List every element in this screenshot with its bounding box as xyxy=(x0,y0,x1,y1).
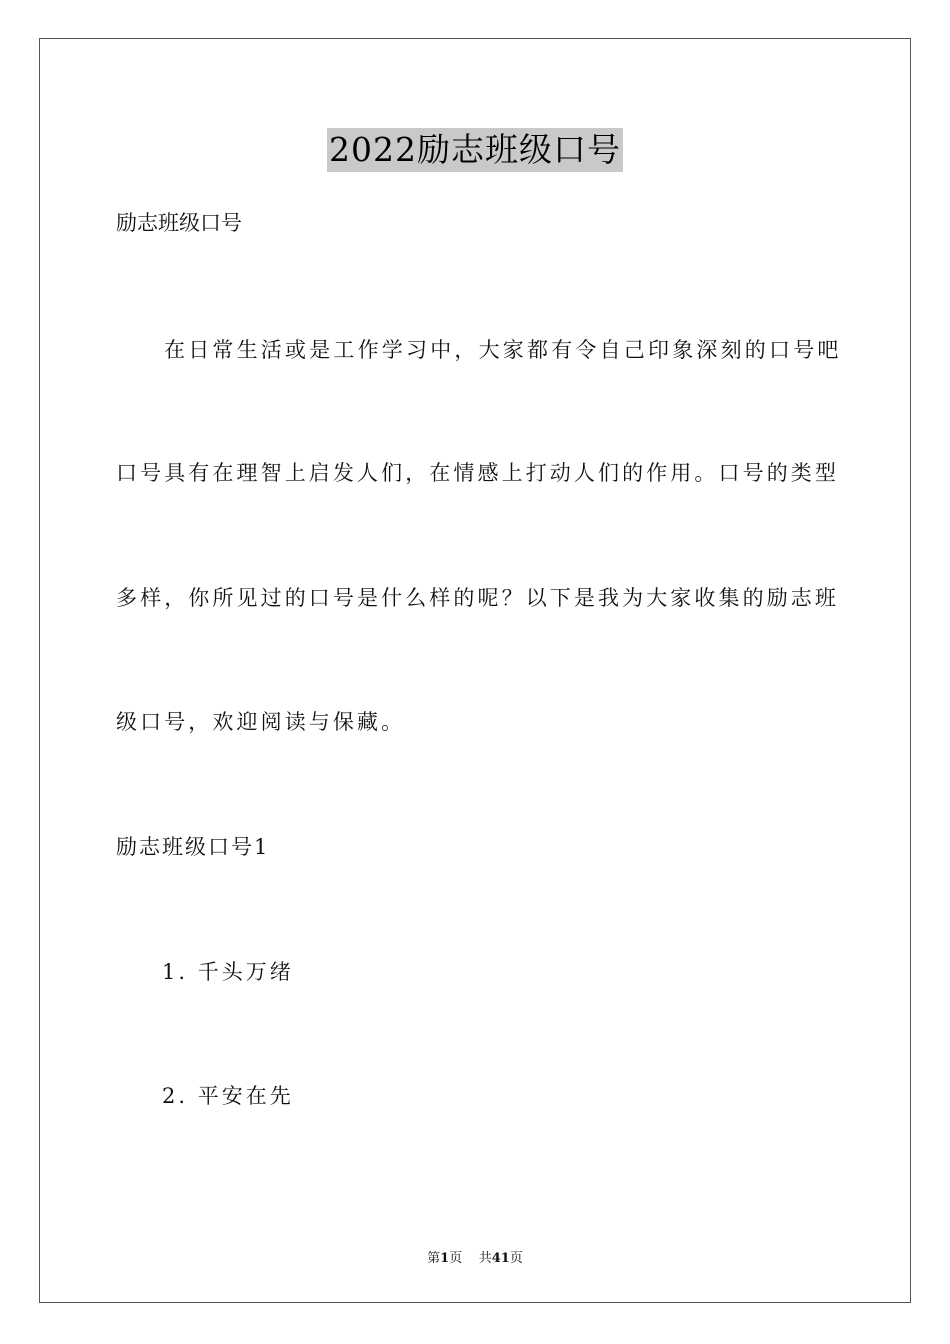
page-footer xyxy=(0,1247,950,1266)
list-item-2: 2. 平安在先 xyxy=(162,1084,294,1108)
document-title: 2022励志班级口号 xyxy=(327,128,623,172)
section-heading: 励志班级口号1 xyxy=(116,835,270,859)
footer-total-suffix: 页 xyxy=(509,1251,523,1266)
paragraph-line-4: 级口号，欢迎阅读与保藏。 xyxy=(116,710,406,734)
document-subtitle: 励志班级口号 xyxy=(116,211,242,235)
footer-page-number: 1 xyxy=(440,1251,450,1266)
footer-total-prefix: 共 xyxy=(478,1251,492,1266)
footer-page-prefix: 第 xyxy=(427,1251,441,1266)
paragraph-line-3: 多样，你所见过的口号是什么样的呢？以下是我为大家收集的励志班 xyxy=(116,586,839,610)
footer-page-suffix: 页 xyxy=(449,1251,463,1266)
list-item-1: 1. 千头万绪 xyxy=(162,960,294,984)
footer-total-pages: 41 xyxy=(491,1251,510,1266)
paragraph-line-1: 在日常生活或是工作学习中，大家都有令自己印象深刻的口号吧 xyxy=(164,338,842,362)
title-container xyxy=(0,128,950,172)
paragraph-line-2: 口号具有在理智上启发人们，在情感上打动人们的作用。口号的类型 xyxy=(116,461,839,485)
